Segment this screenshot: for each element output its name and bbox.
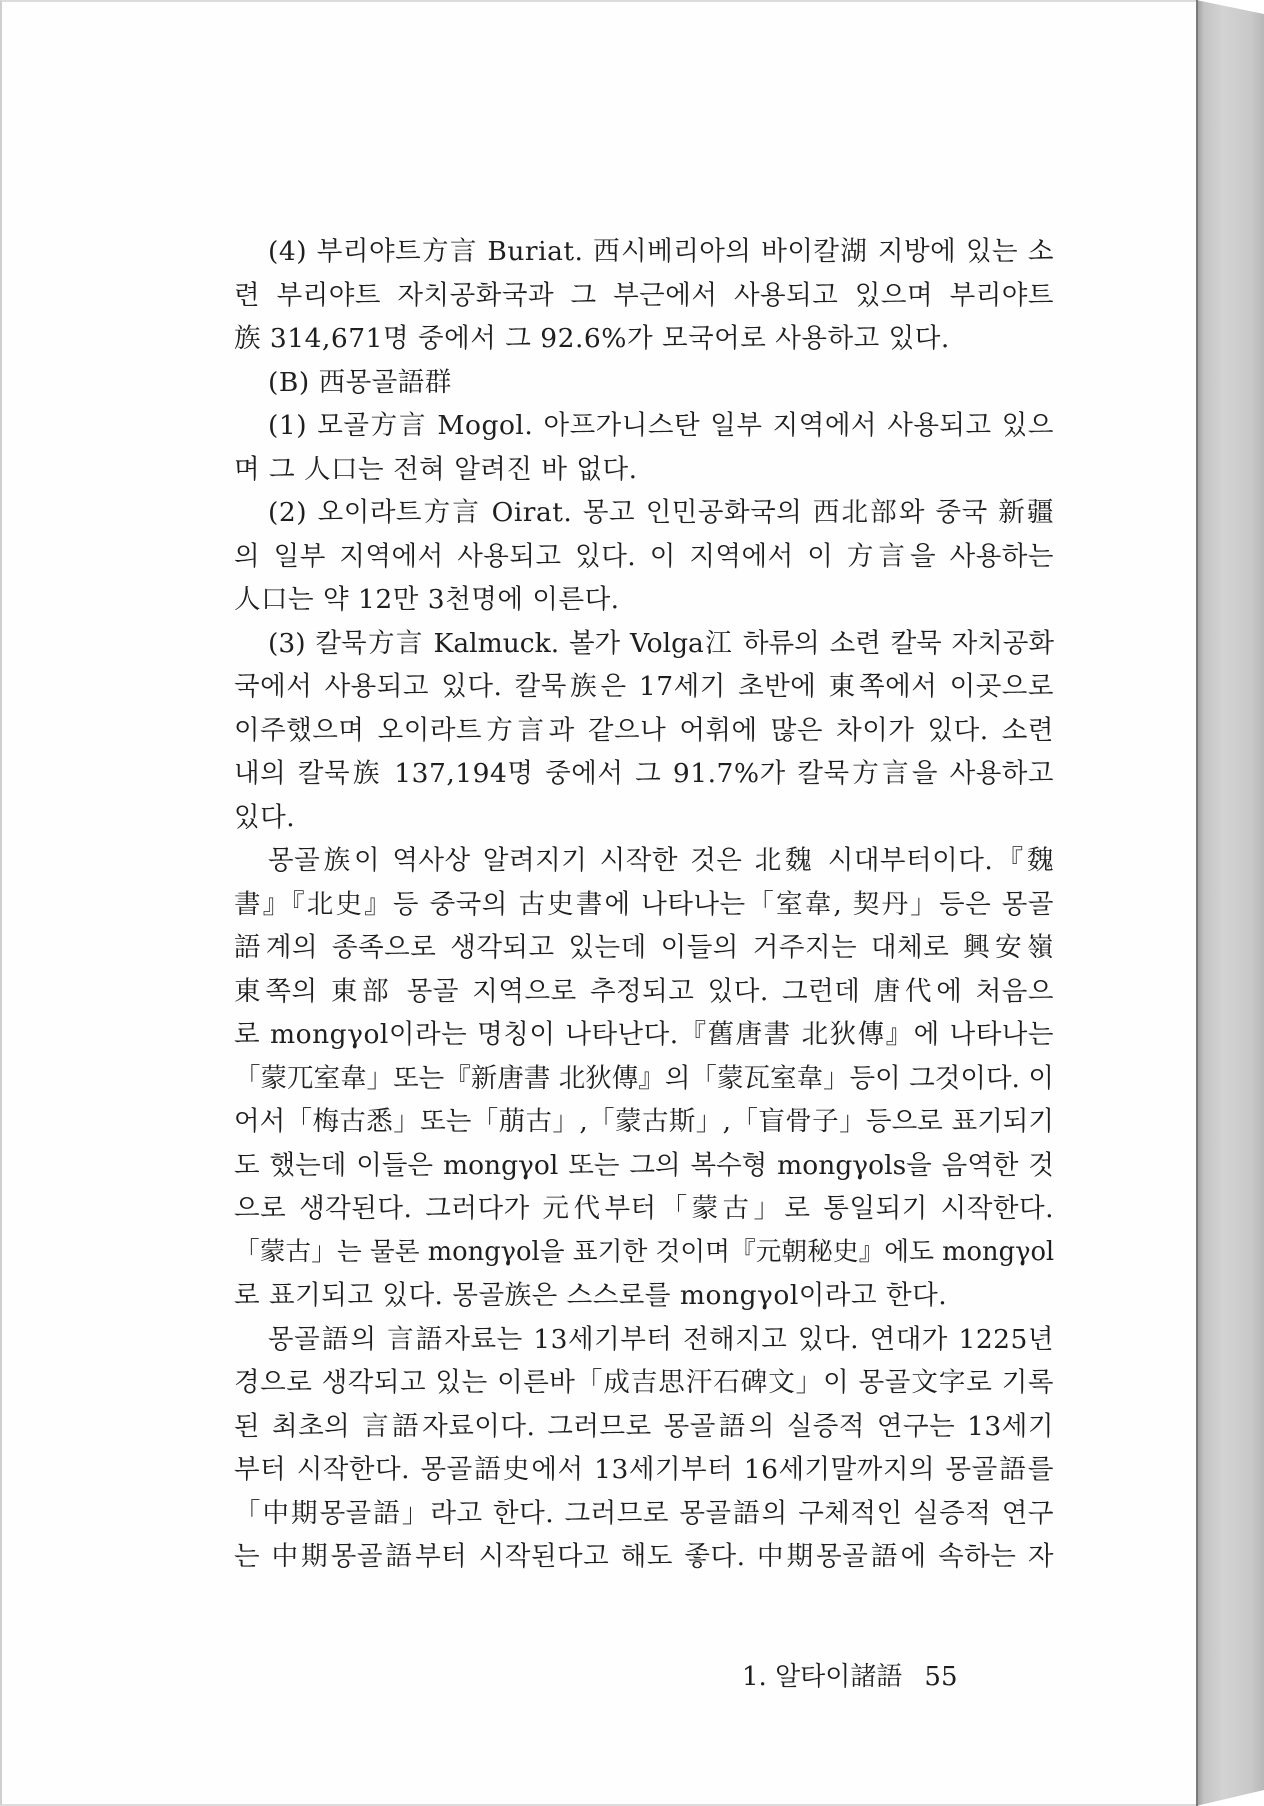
subheading-west-mongolian xyxy=(234,361,1054,405)
section-title: 1. 알타이諸語 xyxy=(742,1662,903,1692)
text-line: 내의 칼묵族 137,194명 중에서 그 91.7%가 칼묵方言을 사용하고 xyxy=(234,758,1054,789)
text-line: (4) 부리야트方言 Buriat. 西시베리아의 바이칼湖 지방에 있는 소 xyxy=(268,236,1054,267)
text-line: 로 mongγol이라는 명칭이 나타난다.『舊唐書 北狄傳』에 나타나는 xyxy=(234,1019,1054,1050)
text-line: 경으로 생각되고 있는 이른바「成吉思汗石碑文」이 몽골文字로 기록 xyxy=(234,1367,1054,1398)
paragraph-language-records xyxy=(234,1318,1054,1579)
text-line: 族 314,671명 중에서 그 92.6%가 모국어로 사용하고 있다. xyxy=(234,323,950,354)
book-edge-shading xyxy=(1196,0,1264,1806)
text-line: 語계의 종족으로 생각되고 있는데 이들의 거주지는 대체로 興安嶺 xyxy=(234,932,1054,963)
text-line: 된 최초의 言語자료이다. 그러므로 몽골語의 실증적 연구는 13세기 xyxy=(234,1410,1054,1442)
paragraph-buriat xyxy=(234,230,1054,361)
text-line: (2) 오이라트方言 Oirat. 몽고 인민공화국의 西北部와 중국 新疆 xyxy=(268,497,1054,528)
text-line: (1) 모골方言 Mogol. 아프가니스탄 일부 지역에서 사용되고 있으 xyxy=(268,410,1054,441)
text-line: 는 中期몽골語부터 시작된다고 해도 좋다. 中期몽골語에 속하는 자 xyxy=(234,1541,1054,1572)
running-footer xyxy=(742,1656,1062,1693)
body-text xyxy=(234,230,1054,1579)
text-line: 「蒙古」는 물론 mongγol을 표기한 것이며『元朝秘史』에도 mongγol xyxy=(234,1236,1055,1267)
text-line: 며 그 人口는 전혀 알려진 바 없다. xyxy=(234,453,638,485)
text-line: 東쪽의 東部 몽골 지역으로 추정되고 있다. 그런데 唐代에 처음으 xyxy=(234,975,1054,1007)
paragraph-oirat xyxy=(234,491,1054,622)
paragraph-mongol-history xyxy=(234,839,1054,1318)
text-line: 있다. xyxy=(234,801,296,833)
book-edge-line xyxy=(1196,0,1198,1806)
paragraph-mogol xyxy=(234,404,1054,491)
text-line: 부터 시작한다. 몽골語史에서 13세기부터 16세기말까지의 몽골語를 xyxy=(234,1454,1054,1485)
text-line: 의 일부 지역에서 사용되고 있다. 이 지역에서 이 方言을 사용하는 xyxy=(234,540,1054,572)
text-line: 련 부리야트 자치공화국과 그 부근에서 사용되고 있으며 부리야트 xyxy=(234,279,1054,311)
text-line: 몽골語의 言語자료는 13세기부터 전해지고 있다. 연대가 1225년 xyxy=(268,1323,1054,1355)
paragraph-kalmuck xyxy=(234,622,1054,840)
text-line: 으로 생각된다. 그러다가 元代부터「蒙古」로 통일되기 시작한다. xyxy=(234,1193,1054,1224)
text-line: 「中期몽골語」라고 한다. 그러므로 몽골語의 구체적인 실증적 연구 xyxy=(234,1497,1054,1529)
text-line: 이주했으며 오이라트方言과 같으나 어휘에 많은 차이가 있다. 소련 xyxy=(234,714,1054,746)
text-line: (B) 西몽골語群 xyxy=(268,366,452,398)
text-line: 국에서 사용되고 있다. 칼묵族은 17세기 초반에 東쪽에서 이곳으로 xyxy=(234,671,1054,702)
text-line: (3) 칼묵方言 Kalmuck. 볼가 Volga江 하류의 소련 칼묵 자치공화 xyxy=(268,627,1054,659)
text-line: 로 표기되고 있다. 몽골族은 스스로를 mongγol이라고 한다. xyxy=(234,1280,948,1311)
text-line: 書』『北史』등 중국의 古史書에 나타나는「室韋, 契丹」등은 몽골 xyxy=(234,888,1054,920)
text-line: 어서「梅古悉」또는「萠古」,「蒙古斯」,「盲骨子」등으로 표기되기 xyxy=(234,1106,1054,1137)
text-line: 몽골族이 역사상 알려지기 시작한 것은 北魏 시대부터이다.『魏 xyxy=(268,845,1054,876)
page-number: 55 xyxy=(924,1662,958,1692)
text-line: 「蒙兀室韋」또는『新唐書 北狄傳』의「蒙瓦室韋」등이 그것이다. 이 xyxy=(234,1062,1054,1094)
text-line: 도 했는데 이들은 mongγol 또는 그의 복수형 mongγols을 음역한 것 xyxy=(234,1149,1054,1181)
text-line: 人口는 약 12만 3천명에 이른다. xyxy=(234,584,620,615)
